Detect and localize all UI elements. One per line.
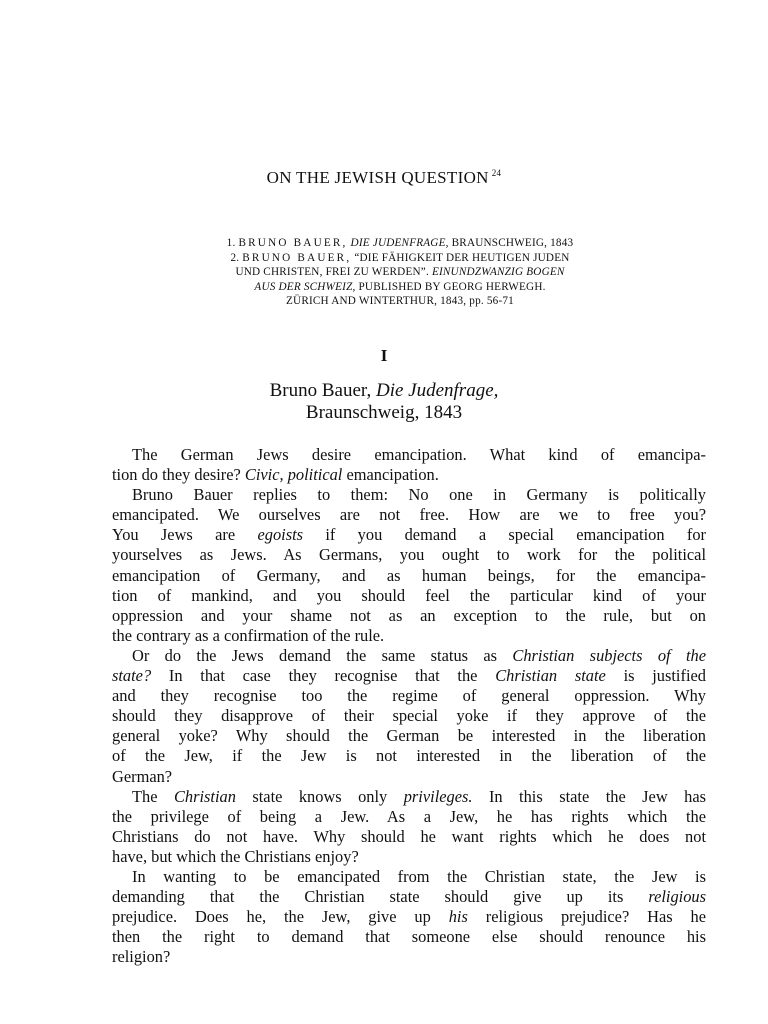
chapter-title-text: ON THE JEWISH QUESTION [266,168,489,187]
text-line: then the right to demand that someone else should renounce his [112,927,706,947]
section-heading-line-2: Braunschweig, 1843 [305,402,463,423]
text-line: demanding that the Christian state should give up its religious [112,887,706,907]
section-heading [0,380,768,424]
text-line: should they disapprove of their special yoke if they approve of the [112,706,706,726]
source-list [170,236,630,309]
text-line: The German Jews desire emancipation. What kind of emancipa- [132,445,706,464]
text-line: tion do they desire? Civic, political emancipation. [112,465,439,485]
footnote-ref: 24 [491,168,502,178]
text-line: state? In that case they recognise that the Christian state is justified [112,666,706,686]
text-line: oppression and your shame not as an exception to the rule, but on [112,605,706,625]
text-line: general yoke? Why should the German be interested in the liberation [112,726,706,746]
text-line: yourselves as Jews. As Germans, you ought to work for the political [112,545,706,565]
chapter-title [0,168,768,188]
text-line: tion of mankind, and you should feel the particular kind of your [112,585,706,605]
text-line: prejudice. Does he, the Jew, give up his religious prejudice? Has he [112,907,706,927]
text-line: emancipation of Germany, and as human beings, for the emancipa- [112,565,706,585]
section-heading-line-1: Bruno Bauer, Die Judenfrage, [269,380,499,401]
text-line: The Christian state knows only privileges. In this state the Jew has [132,786,706,806]
body-text [112,445,706,967]
section-numeral: I [380,346,388,365]
text-line: have, but which the Christians enjoy? [112,846,359,866]
text-line: In wanting to be emancipated from the Christian state, the Jew is [132,866,706,886]
source-line-1: 1. BRUNO BAUER, DIE JUDENFRAGE, BRAUNSCHWEIG, 1843 [226,237,574,249]
text-line: of the Jew, if the Jew is not interested in the liberation of the [112,746,706,766]
text-line: religion? [112,947,171,967]
text-line: Or do the Jews demand the same status as Christian subjects of the [132,645,706,665]
source-line-2: 2. BRUNO BAUER, “DIE FÄHIGKEIT DER HEUTIGEN JUDEN [230,251,570,264]
text-line: the privilege of being a Jew. As a Jew, he has rights which the [112,806,706,826]
source-line-3: UND CHRISTEN, FREI ZU WERDEN”. EINUNDZWANZIG BOGEN [235,266,565,279]
text-line: Christians do not have. Why should he want rights which he does not [112,826,706,846]
text-line: the contrary as a confirmation of the rule. [112,625,385,645]
text-line: emancipated. We ourselves are not free. How are we to free you? [112,505,706,525]
text-line: German? [112,766,173,786]
text-line: and they recognise too the regime of general oppression. Why [112,686,706,706]
text-line: Bruno Bauer replies to them: No one in Germany is politically [132,485,706,505]
source-line-5: ZÜRICH AND WINTERTHUR, 1843, pp. 56-71 [286,295,514,308]
text-line: You Jews are egoists if you demand a special emancipation for [112,525,706,545]
source-line-4: AUS DER SCHWEIZ, PUBLISHED BY GEORG HERWEGH. [254,280,546,293]
